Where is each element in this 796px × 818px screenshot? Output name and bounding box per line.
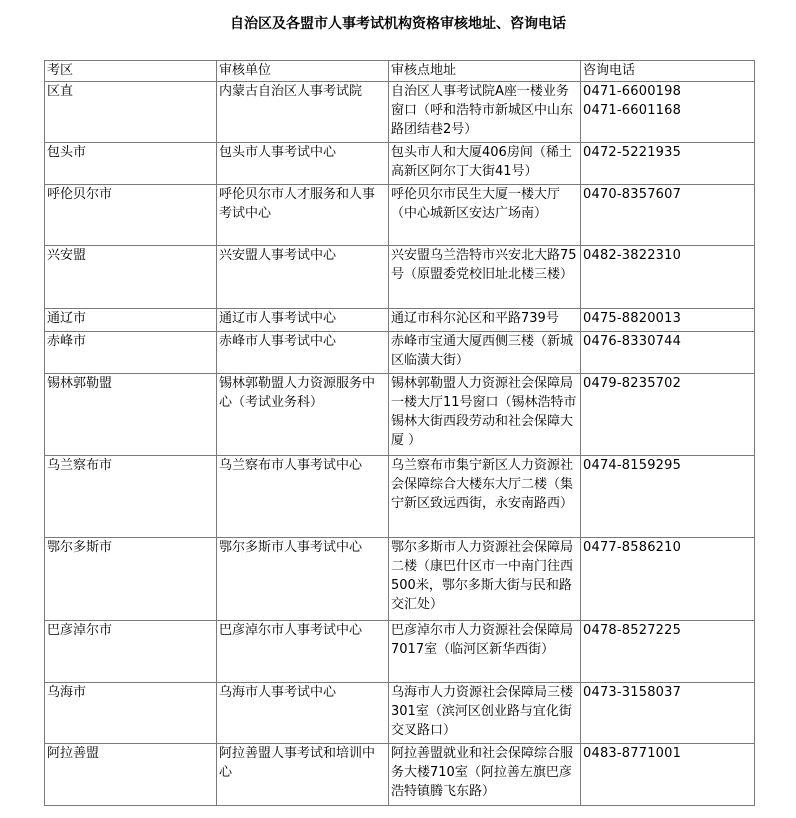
- phone-cell: [581, 538, 755, 621]
- table-header-row: [45, 61, 755, 82]
- region-cell: 兴安盟: [45, 246, 217, 309]
- table-row: [45, 185, 755, 246]
- unit-cell: 内蒙古自治区人事考试院: [217, 82, 389, 143]
- unit-cell: 阿拉善盟人事考试和培训中心: [217, 744, 389, 806]
- region-cell: 赤峰市: [45, 332, 217, 374]
- table-row: [45, 309, 755, 332]
- unit-cell: 巴彦淖尔市人事考试中心: [217, 621, 389, 683]
- phone-cell: [581, 143, 755, 185]
- unit-cell: 锡林郭勒盟人力资源服务中心（考试业务科）: [217, 374, 389, 456]
- phone-cell: [581, 309, 755, 332]
- address-cell: 通辽市科尔沁区和平路739号: [389, 309, 581, 332]
- table-row: [45, 744, 755, 806]
- address-cell: 自治区人事考试院A座一楼业务窗口（呼和浩特市新城区中山东路团结巷2号）: [389, 82, 581, 143]
- phone-number: 0471-6600198: [583, 84, 682, 99]
- table-row: [45, 332, 755, 374]
- phone-number: 0482-3822310: [583, 248, 682, 263]
- phone-cell: [581, 374, 755, 456]
- phone-number: 0471-6601168: [583, 103, 682, 118]
- phone-cell: [581, 332, 755, 374]
- phone-number: 0478-8527225: [583, 623, 682, 638]
- unit-cell: 通辽市人事考试中心: [217, 309, 389, 332]
- table-row: [45, 621, 755, 683]
- unit-cell: 包头市人事考试中心: [217, 143, 389, 185]
- page-title: 自治区及各盟市人事考试机构资格审核地址、咨询电话: [230, 16, 566, 32]
- address-cell: 巴彦淖尔市人力资源社会保障局7017室（临河区新华西街）: [389, 621, 581, 683]
- table-row: [45, 143, 755, 185]
- table-row: [45, 374, 755, 456]
- address-cell: 乌海市人力资源社会保障局三楼301室（滨河区创业路与宜化街交叉路口）: [389, 683, 581, 744]
- phone-number: 0483-8771001: [583, 746, 682, 761]
- region-cell: 乌兰察布市: [45, 456, 217, 538]
- column-header-unit: 审核单位: [217, 61, 389, 82]
- address-cell: 锡林郭勒盟人力资源社会保障局一楼大厅11号窗口（锡林浩特市锡林大街西段劳动和社会保障大厦 ）: [389, 374, 581, 456]
- phone-cell: [581, 82, 755, 143]
- phone-number: 0472-5221935: [583, 145, 682, 160]
- region-cell: 包头市: [45, 143, 217, 185]
- unit-cell: 乌兰察布市人事考试中心: [217, 456, 389, 538]
- unit-cell: 兴安盟人事考试中心: [217, 246, 389, 309]
- column-header-region: 考区: [45, 61, 217, 82]
- unit-cell: 呼伦贝尔市人才服务和人事考试中心: [217, 185, 389, 246]
- unit-cell: 乌海市人事考试中心: [217, 683, 389, 744]
- phone-number: 0473-3158037: [583, 685, 682, 700]
- phone-number: 0477-8586210: [583, 540, 682, 555]
- exam-office-table: [44, 60, 755, 806]
- phone-cell: [581, 744, 755, 806]
- phone-cell: [581, 456, 755, 538]
- phone-number: 0476-8330744: [583, 334, 682, 349]
- region-cell: 锡林郭勒盟: [45, 374, 217, 456]
- address-cell: 兴安盟乌兰浩特市兴安北大路75号（原盟委党校旧址北楼三楼）: [389, 246, 581, 309]
- table-row: [45, 82, 755, 143]
- phone-number: 0470-8357607: [583, 187, 682, 202]
- address-cell: 赤峰市宝通大厦西侧三楼（新城区临潢大街）: [389, 332, 581, 374]
- region-cell: 区直: [45, 82, 217, 143]
- phone-number: 0474-8159295: [583, 458, 682, 473]
- table-row: [45, 538, 755, 621]
- phone-cell: [581, 246, 755, 309]
- region-cell: 阿拉善盟: [45, 744, 217, 806]
- phone-number: 0475-8820013: [583, 311, 682, 326]
- region-cell: 呼伦贝尔市: [45, 185, 217, 246]
- unit-cell: 鄂尔多斯市人事考试中心: [217, 538, 389, 621]
- phone-cell: [581, 621, 755, 683]
- column-header-address: 审核点地址: [389, 61, 581, 82]
- phone-cell: [581, 683, 755, 744]
- address-cell: 鄂尔多斯市人力资源社会保障局二楼（康巴什区市一中南门往西500米，鄂尔多斯大街与民和路交汇处）: [389, 538, 581, 621]
- address-cell: 阿拉善盟就业和社会保障综合服务大楼710室（阿拉善左旗巴彦浩特镇腾飞东路）: [389, 744, 581, 806]
- address-cell: 呼伦贝尔市民生大厦一楼大厅（中心城新区安达广场南）: [389, 185, 581, 246]
- address-cell: 包头市人和大厦406房间（稀土高新区阿尔丁大街41号）: [389, 143, 581, 185]
- region-cell: 鄂尔多斯市: [45, 538, 217, 621]
- table-row: [45, 456, 755, 538]
- region-cell: 通辽市: [45, 309, 217, 332]
- table-row: [45, 683, 755, 744]
- region-cell: 乌海市: [45, 683, 217, 744]
- address-cell: 乌兰察布市集宁新区人力资源社会保障综合大楼东大厅二楼（集宁新区致远西街，永安南路西）: [389, 456, 581, 538]
- phone-cell: [581, 185, 755, 246]
- unit-cell: 赤峰市人事考试中心: [217, 332, 389, 374]
- column-header-phone: 咨询电话: [581, 61, 755, 82]
- region-cell: 巴彦淖尔市: [45, 621, 217, 683]
- phone-number: 0479-8235702: [583, 376, 682, 391]
- table-row: [45, 246, 755, 309]
